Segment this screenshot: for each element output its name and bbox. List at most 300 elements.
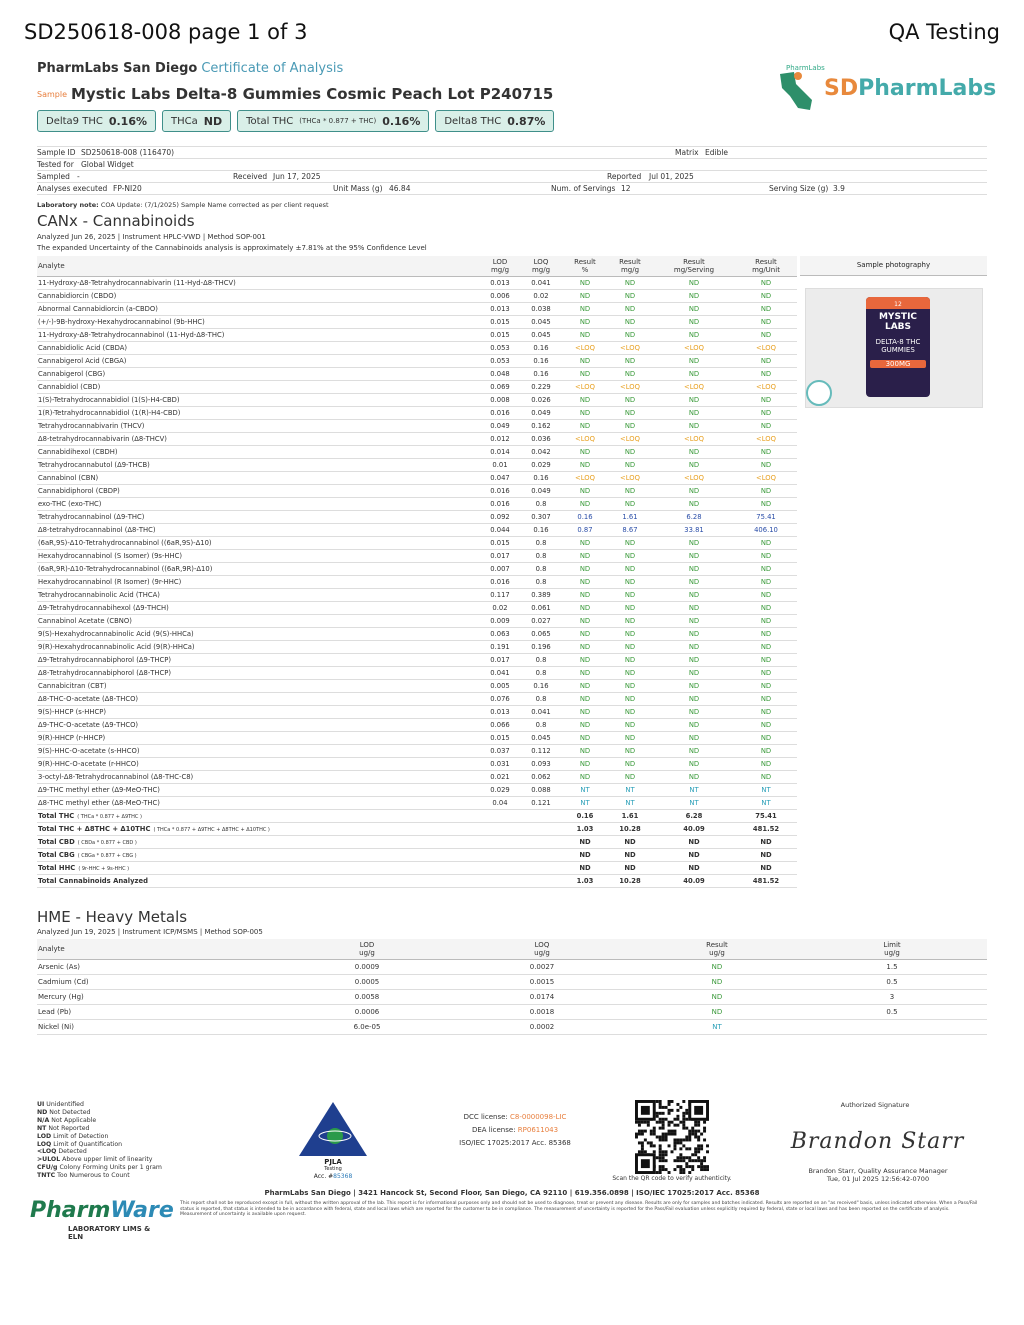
cell-value: ND — [653, 706, 735, 719]
cell-value: ND — [563, 589, 607, 602]
cell-value: 0.8 — [519, 654, 563, 667]
received: Jun 17, 2025 — [273, 172, 321, 181]
col-limit-label: Limit — [883, 941, 901, 949]
analyte-name: 11-Hydroxy-Δ8-Tetrahydrocannabinol (11-Hyd-Δ8-THC) — [37, 329, 481, 342]
cell-value: 0.061 — [519, 602, 563, 615]
cell-value: <LOQ — [653, 342, 735, 355]
cell-value: ND — [735, 303, 797, 316]
cell-value: ND — [563, 576, 607, 589]
table-row — [37, 784, 797, 797]
cell-value: 0.8 — [519, 667, 563, 680]
cell-value: ND — [607, 615, 653, 628]
table-row — [37, 745, 797, 758]
coa-label: Certificate of Analysis — [201, 61, 344, 76]
total-label — [37, 849, 563, 862]
cell-value: 0.01 — [481, 459, 519, 472]
cell-value: 0.044 — [481, 524, 519, 537]
cell-value: ND — [563, 745, 607, 758]
cell-value: ND — [653, 615, 735, 628]
table-header — [37, 256, 797, 277]
qr-code-icon[interactable] — [635, 1100, 709, 1174]
table-row — [37, 960, 987, 975]
col-lod-label: LOD — [359, 941, 375, 949]
table-row — [37, 290, 797, 303]
dea-label: DEA license: — [471, 1126, 516, 1134]
table-row — [37, 472, 797, 485]
cell-value: ND — [607, 719, 653, 732]
cell-value: ND — [653, 602, 735, 615]
table-row — [37, 303, 797, 316]
analyte-name: Δ8-tetrahydrocannabinol (Δ8-THC) — [37, 524, 481, 537]
badge-value: ND — [203, 114, 223, 128]
reported: Jul 01, 2025 — [649, 172, 694, 181]
sample-tag: Sample — [37, 90, 67, 99]
cell-value: 1.03 — [563, 823, 607, 836]
cell-value: ND — [735, 602, 797, 615]
cell-value: 0.8 — [519, 693, 563, 706]
total-name: Total THC + Δ8THC + Δ10THC — [38, 825, 151, 833]
cell-value: NT — [735, 784, 797, 797]
legend-item — [37, 1164, 162, 1172]
total-name: Total THC — [38, 812, 75, 820]
col-loq-unit: mg/g — [531, 266, 551, 274]
package-text — [870, 301, 926, 368]
package-brand: MYSTIC LABS — [878, 312, 918, 332]
table-row — [37, 537, 797, 550]
cell-value: 75.41 — [735, 810, 797, 823]
cell-value: ND — [653, 277, 735, 290]
analyte-name: Tetrahydrocannabinol (Δ9-THC) — [37, 511, 481, 524]
total-name: Total Cannabinoids Analyzed — [38, 877, 148, 885]
col-loq-label: LOQ — [534, 941, 550, 949]
signature-date: Tue, 01 Jul 2025 12:56:42-0700 — [826, 1175, 930, 1183]
analyte-name: 9(R)-HHC-O-acetate (r-HHCO) — [37, 758, 481, 771]
cell-value: ND — [563, 732, 607, 745]
cell-value: 6.0e-05 — [287, 1020, 447, 1035]
cell-value: 0.041 — [519, 277, 563, 290]
analyte-name: 3-octyl-Δ8-Tetrahydrocannabinol (Δ8-THC-C8) — [37, 771, 481, 784]
analyte-name: 9(S)-Hexahydrocannabinolic Acid (9(S)-HHCa) — [37, 628, 481, 641]
cell-value: 0.009 — [481, 615, 519, 628]
col-result-pct — [563, 256, 607, 277]
cell-value: 0.088 — [519, 784, 563, 797]
analyte-name: 9(S)-HHC-O-acetate (s-HHCO) — [37, 745, 481, 758]
table-row — [37, 576, 797, 589]
cell-value: 0.012 — [481, 433, 519, 446]
abbreviation-legend — [37, 1101, 162, 1180]
table-row — [37, 420, 797, 433]
cell-value: 481.52 — [735, 823, 797, 836]
cell-value: 0.092 — [481, 511, 519, 524]
analyte-name: Δ8-THC-O-acetate (Δ8-THCO) — [37, 693, 481, 706]
cell-value: 0.0027 — [447, 960, 637, 975]
pjla-name: PJLA — [324, 1158, 342, 1166]
cell-value: ND — [735, 407, 797, 420]
cell-value: ND — [653, 758, 735, 771]
cell-value: 0.117 — [481, 589, 519, 602]
badge-label: THCa — [171, 115, 198, 127]
legend-meaning: Limit of Detection — [53, 1132, 109, 1140]
cell-value: ND — [607, 771, 653, 784]
analyte-name: Cannabidiol (CBD) — [37, 381, 481, 394]
cell-value: ND — [607, 498, 653, 511]
logo-arc-text: PharmLabs — [786, 64, 825, 72]
cell-value: 0.076 — [481, 693, 519, 706]
signer-name: Brandon Starr, Quality Assurance Manager — [808, 1167, 948, 1175]
cell-value: 0.0015 — [447, 975, 637, 990]
sample-id: SD250618-008 (116470) — [81, 148, 175, 157]
cell-value: ND — [653, 290, 735, 303]
page-title: SD250618-008 page 1 of 3 — [24, 20, 308, 44]
col-result-label: Result — [755, 258, 777, 266]
cell-value: ND — [735, 758, 797, 771]
cell-value: 0.015 — [481, 537, 519, 550]
col-lod — [287, 939, 447, 960]
analyte-name: Cannabidiphorol (CBDP) — [37, 485, 481, 498]
cell-value: ND — [607, 706, 653, 719]
analyses: FP-NI20 — [113, 184, 142, 193]
legend-item — [37, 1172, 162, 1180]
cell-value: 0.027 — [519, 615, 563, 628]
cannabinoids-table — [37, 256, 797, 888]
badge-thca — [162, 110, 231, 132]
signer-block — [790, 1167, 966, 1183]
cell-value: ND — [607, 550, 653, 563]
cell-value: ND — [735, 589, 797, 602]
total-formula: ( CBGa * 0.877 + CBG ) — [77, 853, 137, 859]
cell-value: ND — [735, 329, 797, 342]
analyte-name: Cannabidiolic Acid (CBDA) — [37, 342, 481, 355]
cell-value: 0.026 — [519, 394, 563, 407]
total-row — [37, 849, 797, 862]
pjla-acc-label: Acc. # — [313, 1173, 334, 1180]
lab-heading — [37, 61, 343, 76]
cell-value: ND — [637, 975, 797, 990]
dea-number: RP0611043 — [517, 1126, 559, 1134]
cell-value: ND — [607, 485, 653, 498]
cell-value: 0.016 — [481, 485, 519, 498]
cell-value: 0.389 — [519, 589, 563, 602]
cell-value: <LOQ — [735, 472, 797, 485]
cell-value: 0.016 — [481, 407, 519, 420]
cell-value: 0.112 — [519, 745, 563, 758]
cell-value: ND — [607, 680, 653, 693]
analyte-name: Δ9-THC methyl ether (Δ9-MeO-THC) — [37, 784, 481, 797]
cell-value: ND — [563, 771, 607, 784]
cell-value: ND — [563, 667, 607, 680]
total-label — [37, 823, 563, 836]
cell-value: ND — [637, 960, 797, 975]
cell-value: 8.67 — [607, 524, 653, 537]
cell-value: ND — [653, 420, 735, 433]
cell-value: ND — [735, 706, 797, 719]
table-row — [37, 381, 797, 394]
cell-value: 10.28 — [607, 875, 653, 888]
cell-value: 0.16 — [519, 355, 563, 368]
sample-id-label: Sample ID — [37, 148, 76, 157]
cell-value: ND — [563, 498, 607, 511]
cell-value: ND — [563, 329, 607, 342]
cell-value: 0.045 — [519, 732, 563, 745]
cell-value: 0.047 — [481, 472, 519, 485]
table-row — [37, 602, 797, 615]
cell-value: 0.042 — [519, 446, 563, 459]
legend-item — [37, 1133, 162, 1141]
cell-value: ND — [653, 550, 735, 563]
pjla-badge — [297, 1100, 369, 1180]
pharmware-sub: LABORATORY LIMS & ELN — [68, 1225, 151, 1241]
signature-script: Brandon Starr — [790, 1129, 965, 1154]
analyte-name: Cadmium (Cd) — [37, 975, 287, 990]
cell-value: ND — [563, 485, 607, 498]
package-count: 12 — [894, 301, 902, 308]
analyte-name: Δ8-THC methyl ether (Δ8-MeO-THC) — [37, 797, 481, 810]
badge-total-thc — [237, 110, 429, 132]
cell-value: NT — [563, 797, 607, 810]
cell-value: 0.016 — [481, 576, 519, 589]
cell-value: ND — [653, 368, 735, 381]
cell-value: 0.0009 — [287, 960, 447, 975]
cell-value: ND — [607, 628, 653, 641]
cell-value: ND — [607, 368, 653, 381]
analyte-name: exo-THC (exo-THC) — [37, 498, 481, 511]
cell-value: ND — [563, 719, 607, 732]
cell-value: ND — [653, 745, 735, 758]
lab-name: PharmLabs San Diego — [37, 61, 198, 76]
total-name: Total HHC — [38, 864, 76, 872]
cell-value: 0.017 — [481, 550, 519, 563]
cell-value: NT — [607, 784, 653, 797]
cell-value: 1.61 — [607, 511, 653, 524]
cell-value: ND — [607, 849, 653, 862]
unit-mass-label: Unit Mass (g) — [333, 184, 383, 193]
badge-delta8 — [435, 110, 554, 132]
package-dose: 300MG — [870, 360, 926, 368]
col-result-mgg — [607, 256, 653, 277]
cell-value: 0.031 — [481, 758, 519, 771]
cell-value: ND — [735, 485, 797, 498]
legend-meaning: Not Reported — [48, 1124, 90, 1132]
cell-value: 0.016 — [481, 498, 519, 511]
servings: 12 — [621, 184, 631, 193]
cell-value: ND — [563, 355, 607, 368]
cell-value: NT — [653, 784, 735, 797]
total-label — [37, 875, 563, 888]
total-row — [37, 875, 797, 888]
lab-note-label: Laboratory note: — [37, 201, 99, 209]
cell-value: ND — [653, 485, 735, 498]
cell-value: 0.191 — [481, 641, 519, 654]
cell-value: ND — [735, 745, 797, 758]
table-row — [37, 446, 797, 459]
cell-value: 0.062 — [519, 771, 563, 784]
cell-value: ND — [735, 550, 797, 563]
cell-value: 6.28 — [653, 511, 735, 524]
cell-value: ND — [735, 719, 797, 732]
analyte-name: Δ8-Tetrahydrocannabiphorol (Δ8-THCP) — [37, 667, 481, 680]
legend-abbr: TNTC — [37, 1172, 56, 1180]
cell-value — [797, 1020, 987, 1035]
table-row — [37, 459, 797, 472]
sample-info — [37, 146, 987, 195]
cell-value: ND — [735, 290, 797, 303]
cell-value: ND — [563, 459, 607, 472]
col-result-unit — [735, 256, 797, 277]
cell-value: ND — [563, 368, 607, 381]
cell-value: 1.61 — [607, 810, 653, 823]
cell-value: 0.8 — [519, 550, 563, 563]
qr-caption: Scan the QR code to verify authenticity. — [612, 1175, 732, 1182]
pharmware-b: Ware — [110, 1198, 174, 1223]
cell-value: ND — [735, 771, 797, 784]
sample-name: Mystic Labs Delta-8 Gummies Cosmic Peach Lot P240715 — [71, 85, 554, 103]
analyte-name: Nickel (Ni) — [37, 1020, 287, 1035]
photo-header: Sample photography — [800, 256, 987, 276]
table-row — [37, 797, 797, 810]
col-result-label: Result — [683, 258, 705, 266]
total-name: Total CBD — [38, 838, 75, 846]
analyte-name: Cannabigerol Acid (CBGA) — [37, 355, 481, 368]
col-lod-label: LOD — [492, 258, 508, 266]
cell-value: ND — [563, 316, 607, 329]
cell-value: ND — [607, 303, 653, 316]
analyte-name: Mercury (Hg) — [37, 990, 287, 1005]
cell-value: ND — [563, 420, 607, 433]
analyte-name: (+/-)-9B-hydroxy-Hexahydrocannabinol (9b-HHC) — [37, 316, 481, 329]
cell-value: <LOQ — [563, 433, 607, 446]
dea-license — [440, 1124, 590, 1137]
cell-value: 0.013 — [481, 706, 519, 719]
cell-value: ND — [607, 654, 653, 667]
table-row — [37, 654, 797, 667]
col-result-label: Result — [706, 941, 728, 949]
cell-value: 0.041 — [481, 667, 519, 680]
cell-value: 0.02 — [519, 290, 563, 303]
cell-value: 0.049 — [519, 485, 563, 498]
analyte-name: Arsenic (As) — [37, 960, 287, 975]
logo-sd: SD — [824, 76, 859, 101]
footer-disclaimer: This report shall not be reproduced except in full, without the written approval of the lab. This report is for informational purposes only and should not be used to diagnose, treat or prevent any disease. Results are only for samples and batches indicated. Results are reported on an "as received" basis, unless indicated otherwise. When a Pass/Fail status is reported, that status is intended to be in accordance with federal, state and local laws which are reported for the customer to be in compliance. The measurement of uncertainty is reported for the Pass/Fail evaluation unless explicitly required by federal, state or local laws and has been reported on the certificate of analysis. Measurement of uncertainty is available upon request. — [180, 1201, 978, 1217]
analyses-label: Analyses executed — [37, 184, 108, 193]
total-formula: ( THCa * 0.877 + Δ9THC ) — [77, 814, 142, 820]
table-row — [37, 771, 797, 784]
table-row — [37, 355, 797, 368]
legend-abbr: LOD — [37, 1132, 52, 1140]
analyte-name: 11-Hydroxy-Δ8-Tetrahydrocannabivarin (11-Hyd-Δ8-THCV) — [37, 277, 481, 290]
table-row — [37, 732, 797, 745]
table-row — [37, 758, 797, 771]
col-lod-unit: ug/g — [359, 949, 375, 957]
col-loq-label: LOQ — [533, 258, 549, 266]
cell-value: ND — [735, 420, 797, 433]
cell-value: ND — [653, 498, 735, 511]
analyte-name: 1(R)-Tetrahydrocannabidiol (1(R)-H4-CBD) — [37, 407, 481, 420]
table-row — [37, 615, 797, 628]
cell-value: ND — [653, 537, 735, 550]
cell-value: 0.053 — [481, 342, 519, 355]
cell-value: ND — [563, 693, 607, 706]
legend-item — [37, 1101, 162, 1109]
cell-value: ND — [637, 1005, 797, 1020]
total-name: Total CBG — [38, 851, 75, 859]
serving-size-label: Serving Size (g) — [769, 184, 829, 193]
table-row — [37, 511, 797, 524]
cell-value: ND — [735, 667, 797, 680]
col-loq — [519, 256, 563, 277]
cell-value: <LOQ — [563, 342, 607, 355]
cell-value: ND — [735, 446, 797, 459]
cell-value: ND — [563, 446, 607, 459]
cell-value: <LOQ — [607, 433, 653, 446]
cell-value: ND — [563, 654, 607, 667]
cell-value: ND — [653, 693, 735, 706]
analyte-name: Cannabicitran (CBT) — [37, 680, 481, 693]
table-row — [37, 1005, 987, 1020]
cell-value: 0.093 — [519, 758, 563, 771]
cannabinoids-title: CANx - Cannabinoids — [37, 212, 195, 230]
cell-value: ND — [735, 576, 797, 589]
col-result-unit: mg/g — [620, 266, 640, 274]
cell-value: ND — [563, 537, 607, 550]
cell-value: 0.0006 — [287, 1005, 447, 1020]
analyte-name: (6aR,9R)-Δ10-Tetrahydrocannabinol ((6aR,9R)-Δ10) — [37, 563, 481, 576]
cell-value: ND — [653, 446, 735, 459]
logo-text — [824, 76, 996, 101]
col-result-unit: % — [581, 266, 589, 274]
legend-meaning: Not Applicable — [51, 1116, 97, 1124]
tested-for-label: Tested for — [37, 160, 74, 169]
cell-value: 0.04 — [481, 797, 519, 810]
pjla-acc-number: 85368 — [333, 1173, 353, 1180]
cell-value: 0.037 — [481, 745, 519, 758]
badge-value: 0.87% — [507, 114, 546, 128]
cell-value: ND — [653, 719, 735, 732]
cell-value: 0.307 — [519, 511, 563, 524]
cell-value: ND — [607, 290, 653, 303]
cell-value: ND — [563, 602, 607, 615]
cell-value: ND — [653, 459, 735, 472]
cell-value: 0.8 — [519, 576, 563, 589]
metals-analyzed: Analyzed Jun 19, 2025 | Instrument ICP/MSMS | Method SOP-005 — [37, 928, 263, 936]
cell-value: ND — [653, 355, 735, 368]
cell-value: 0.069 — [481, 381, 519, 394]
cell-value: ND — [563, 628, 607, 641]
analyte-name: Tetrahydrocannabinolic Acid (THCA) — [37, 589, 481, 602]
table-row — [37, 394, 797, 407]
cell-value: ND — [563, 394, 607, 407]
cell-value: 0.008 — [481, 394, 519, 407]
dcc-license — [440, 1111, 590, 1124]
badge-value: 0.16% — [108, 114, 148, 128]
cell-value: ND — [607, 407, 653, 420]
cell-value: ND — [563, 407, 607, 420]
cell-value: 0.162 — [519, 420, 563, 433]
pharmware-logo — [30, 1198, 174, 1241]
cell-value: 0.063 — [481, 628, 519, 641]
analyte-name: 1(S)-Tetrahydrocannabidiol (1(S)-H4-CBD) — [37, 394, 481, 407]
iso-accreditation: ISO/IEC 17025:2017 Acc. 85368 — [459, 1139, 571, 1147]
signature-image — [790, 1122, 965, 1162]
cell-value: 0.16 — [519, 472, 563, 485]
cell-value: ND — [653, 394, 735, 407]
cell-value: ND — [653, 771, 735, 784]
cell-value: NT — [653, 797, 735, 810]
dcc-number: C8-0000098-LIC — [510, 1113, 567, 1121]
matrix: Edible — [705, 148, 729, 157]
total-label — [37, 810, 563, 823]
cell-value: 0.0002 — [447, 1020, 637, 1035]
cell-value: ND — [653, 862, 735, 875]
